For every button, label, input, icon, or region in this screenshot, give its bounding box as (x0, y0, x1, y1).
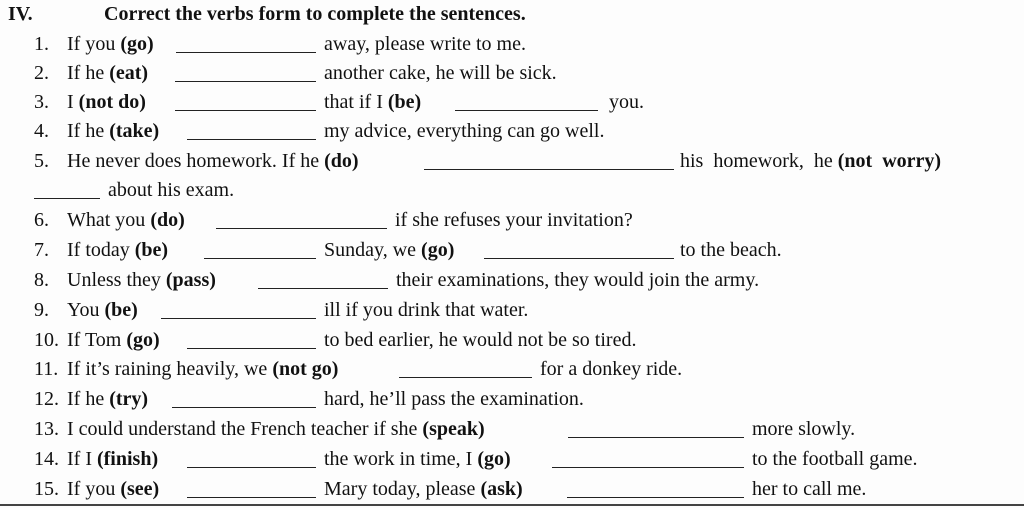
sentence-text: Sunday, we (324, 239, 422, 261)
answer-blank[interactable] (424, 169, 674, 170)
answer-blank[interactable] (568, 437, 744, 438)
verb-hint: (not do) (78, 91, 146, 113)
verb-hint: (finish) (96, 448, 159, 470)
sentence-text: hard, he’ll pass the examination. (324, 388, 584, 410)
verb-hint: (do) (150, 209, 185, 231)
item-number: 4. (34, 120, 49, 142)
answer-blank[interactable] (484, 258, 674, 259)
answer-blank[interactable] (567, 497, 744, 498)
item-number: 14. (34, 448, 59, 470)
item-number: 11. (34, 358, 59, 380)
verb-hint: (be) (104, 299, 138, 321)
verb-hint: (be) (134, 239, 169, 261)
sentence-text: for a donkey ride. (540, 358, 683, 380)
item-number: 6. (34, 209, 49, 231)
sentence-text: to the beach. (680, 239, 782, 261)
sentence-text: If he (67, 62, 110, 84)
sentence-text: the work in time, I (324, 448, 478, 470)
item-number: 15. (34, 478, 59, 500)
sentence-text: my advice, everything can go well. (324, 120, 605, 142)
verb-hint: (take) (109, 120, 160, 142)
sentence-text: another cake, he will be sick. (324, 62, 557, 84)
verb-hint: (go) (421, 239, 455, 261)
sentence-text: to the football game. (752, 448, 918, 470)
answer-blank[interactable] (187, 497, 316, 498)
sentence-text: If today (67, 239, 135, 261)
answer-blank[interactable] (172, 407, 316, 408)
item-number: 9. (34, 299, 49, 321)
answer-blank[interactable] (216, 228, 387, 229)
item-number: 1. (34, 33, 49, 55)
sentence-text: He never does homework. If he (67, 150, 325, 172)
verb-hint: (ask) (480, 478, 523, 500)
sentence-text: their examinations, they would join the army. (396, 269, 760, 291)
sentence-text: Unless they (67, 269, 166, 291)
answer-blank[interactable] (175, 81, 316, 82)
sentence-text: more slowly. (752, 418, 856, 440)
verb-hint: (pass) (165, 269, 216, 291)
answer-blank[interactable] (204, 258, 316, 259)
sentence-text: If it’s raining heavily, we (67, 358, 273, 380)
answer-blank[interactable] (161, 318, 316, 319)
sentence-text: I (67, 91, 79, 113)
sentence-text: if she refuses your invitation? (395, 209, 633, 231)
sentence-text: If he (67, 388, 110, 410)
answer-blank[interactable] (399, 377, 532, 378)
verb-hint: (go) (126, 329, 160, 351)
answer-blank[interactable] (552, 467, 744, 468)
sentence-text: If I (67, 448, 97, 470)
item-number: 13. (34, 418, 59, 440)
item-number: 2. (34, 62, 49, 84)
sentence-text: What you (67, 209, 151, 231)
sentence-text: You (67, 299, 105, 321)
item-number: 5. (34, 150, 49, 172)
verb-hint: (try) (109, 388, 149, 410)
answer-blank[interactable] (187, 348, 316, 349)
answer-blank[interactable] (187, 139, 316, 140)
sentence-text: If Tom (67, 329, 127, 351)
verb-hint: (go) (477, 448, 511, 470)
verb-hint: (do) (324, 150, 359, 172)
verb-hint: (be) (387, 91, 422, 113)
sentence-text: If you (67, 478, 121, 500)
section-number: IV. (8, 3, 33, 25)
verb-hint: (not worry) (837, 150, 942, 172)
sentence-text: If you (67, 33, 121, 55)
sentence-text: you. (609, 91, 644, 113)
verb-hint: (go) (120, 33, 154, 55)
verb-hint: (eat) (109, 62, 149, 84)
sentence-text: his homework, he (680, 150, 838, 172)
answer-blank[interactable] (187, 467, 316, 468)
bottom-divider (0, 504, 1024, 506)
item-number: 3. (34, 91, 49, 113)
answer-blank[interactable] (455, 110, 598, 111)
item-number: 12. (34, 388, 59, 410)
sentence-text: I could understand the French teacher if she (67, 418, 423, 440)
answer-blank[interactable] (176, 52, 316, 53)
verb-hint: (see) (120, 478, 160, 500)
sentence-text: her to call me. (752, 478, 867, 500)
verb-hint: (speak) (422, 418, 485, 440)
item-number: 10. (34, 329, 59, 351)
sentence-text: ill if you drink that water. (324, 299, 529, 321)
sentence-text: away, please write to me. (324, 33, 526, 55)
answer-blank[interactable] (258, 288, 388, 289)
sentence-text: If he (67, 120, 110, 142)
verb-hint: (not go) (272, 358, 339, 380)
item-number: 7. (34, 239, 49, 261)
item-number: 8. (34, 269, 49, 291)
sentence-text: to bed earlier, he would not be so tired. (324, 329, 637, 351)
sentence-text: about his exam. (108, 179, 235, 201)
section-title: Correct the verbs form to complete the sentences. (104, 3, 526, 25)
answer-blank[interactable] (175, 110, 316, 111)
answer-blank[interactable] (34, 198, 100, 199)
sentence-text: Mary today, please (324, 478, 481, 500)
sentence-text: that if I (324, 91, 388, 113)
